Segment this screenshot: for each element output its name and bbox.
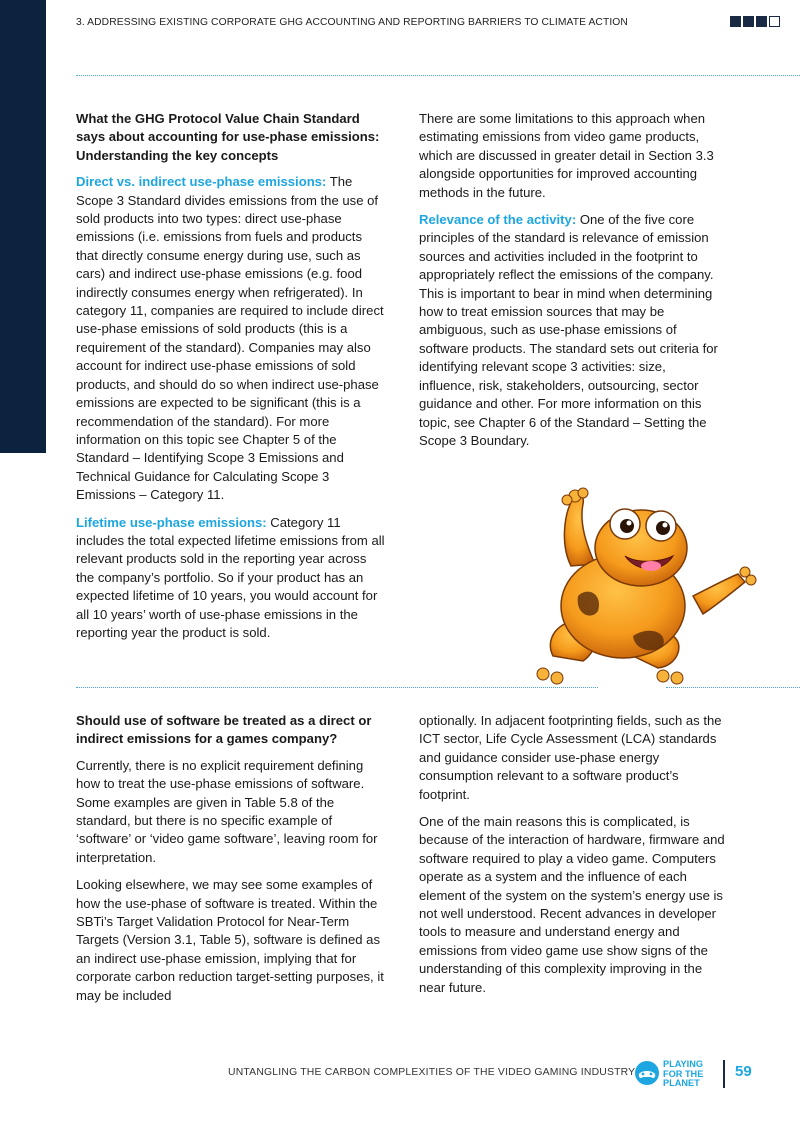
relevance-text: One of the five core principles of the standard is relevance of emission sources and activities included in the footprint to appropriately reflect the emissions of the company. This is important to bear in mind when determining how to treat emission sources that may be ambiguous, such as use-phase emissions of software products. The standard sets out criteria for identifying relevant scope 3 activities: size, influence, risk, stakeholders, outsourcing, sector guidance and other. For more information on this topic, see Chapter 6 of the Standard – Setting the Scope 3 Boundary. xyxy=(419,212,718,448)
page-footer xyxy=(0,1058,800,1098)
box2-heading: Should use of software be treated as a direct or indirect emissions for a games company? xyxy=(76,713,372,747)
box2-paragraph-4: One of the main reasons this is complicated, is because of the interaction of hardware, firmware and software required to play a video game. Computers operate as a system and the influence of each element of the system on the system’s energy use is not well understood. Recent advances in developer tools to measure and understand energy and emissions from video game use show signs of the understanding of this complexity improving in the near future. xyxy=(419,814,725,995)
box1-heading: What the GHG Protocol Value Chain Standard says about accounting for use-phase emissions: Understanding the key concepts xyxy=(76,111,380,163)
section-title: 3. ADDRESSING EXISTING CORPORATE GHG ACCOUNTING AND REPORTING BARRIERS TO CLIMATE ACTION xyxy=(76,17,628,28)
sidebar-band xyxy=(0,0,46,453)
dotted-divider-middle-left xyxy=(76,687,598,688)
lifetime-text: Category 11 includes the total expected lifetime emissions from all relevant products sold in the reporting year across the company’s portfolio. So if your product has an expected lifetime of 10 years, you would account for all 10 years’ worth of use-phase emissions in the reporting year the product is sold. xyxy=(76,514,385,640)
lifetime-label: Lifetime use-phase emissions: xyxy=(76,514,267,530)
playing-for-the-planet-logo xyxy=(634,1058,724,1088)
logo-line-3: PLANET xyxy=(663,1078,700,1088)
relevance-paragraph xyxy=(419,211,725,450)
direct-vs-indirect-label: Direct vs. indirect use-phase emissions: xyxy=(76,174,327,190)
logo-line-2: FOR THE xyxy=(663,1068,704,1079)
page-number: 59 xyxy=(735,1063,752,1080)
page-header xyxy=(76,16,780,32)
dotted-divider-middle-right xyxy=(666,687,800,688)
box1-right-column xyxy=(419,110,725,459)
relevance-label: Relevance of the activity: xyxy=(419,212,577,228)
box1-left-column xyxy=(76,110,386,651)
box2-paragraph-1: Currently, there is no explicit requirement defining how to treat the use-phase emissions of software. Some examples are given in Table 5.8 of the standard, but there is no specific example of ‘software’ or ‘video game software’, leaving room for interpretation. xyxy=(76,757,378,865)
progress-square-filled xyxy=(743,16,754,27)
progress-square-filled xyxy=(730,16,741,27)
globe-controller-icon xyxy=(634,1060,660,1086)
progress-square-filled xyxy=(756,16,767,27)
box2-left-column xyxy=(76,712,386,1014)
direct-vs-indirect-text: The Scope 3 Standard divides emissions from the use of sold products into two types: direct use-phase emissions (i.e. emissions from fuels and products that directly consume energy during use, such as cars) and indirect use-phase emissions (e.g. food indirectly consumes energy when refrigerated). In category 11, companies are required to include direct use-phase emissions of sold products (this is a requirement of the standard). Companies may also account for indirect use-phase emissions of sold products, and should do so when indirect use-phase emissions are expected to be significant (this is a recommendation of the standard). For more information on this topic see Chapter 5 of the Standard – Identifying Scope 3 Emissions and Technical Guidance for Calculating Scope 3 Emissions – Category 11. xyxy=(76,174,384,503)
frog-mascot-illustration xyxy=(513,486,800,686)
box2-paragraph-3: optionally. In adjacent footprinting fields, such as the ICT sector, Life Cycle Assessment (LCA) standards and guidance consider use-phase energy consumption relevant to a software product’s footprint. xyxy=(419,713,722,802)
publication-title: UNTANGLING THE CARBON COMPLEXITIES OF THE VIDEO GAMING INDUSTRY xyxy=(228,1067,636,1078)
progress-square-empty xyxy=(769,16,780,27)
dotted-divider-top xyxy=(76,75,800,76)
limitations-paragraph: There are some limitations to this approach when estimating emissions from video game products, which are discussed in greater detail in Section 3.3 alongside opportunities for improved accounting methods in the future. xyxy=(419,111,714,200)
footer-divider xyxy=(723,1060,725,1088)
progress-indicator xyxy=(730,16,780,27)
logo-line-1: PLAYING xyxy=(663,1059,703,1069)
lifetime-paragraph xyxy=(76,514,386,643)
box2-paragraph-2: Looking elsewhere, we may see some examples of how the use-phase of software is treated. Within the SBTi’s Target Validation Protocol for Near-Term Targets (Version 3.1, Table 5), software is defined as an indirect use-phase emission, implying that for corporate carbon reduction target-setting purposes, it may be included xyxy=(76,877,384,1003)
direct-vs-indirect-paragraph xyxy=(76,173,386,504)
box2-right-column xyxy=(419,712,725,1006)
